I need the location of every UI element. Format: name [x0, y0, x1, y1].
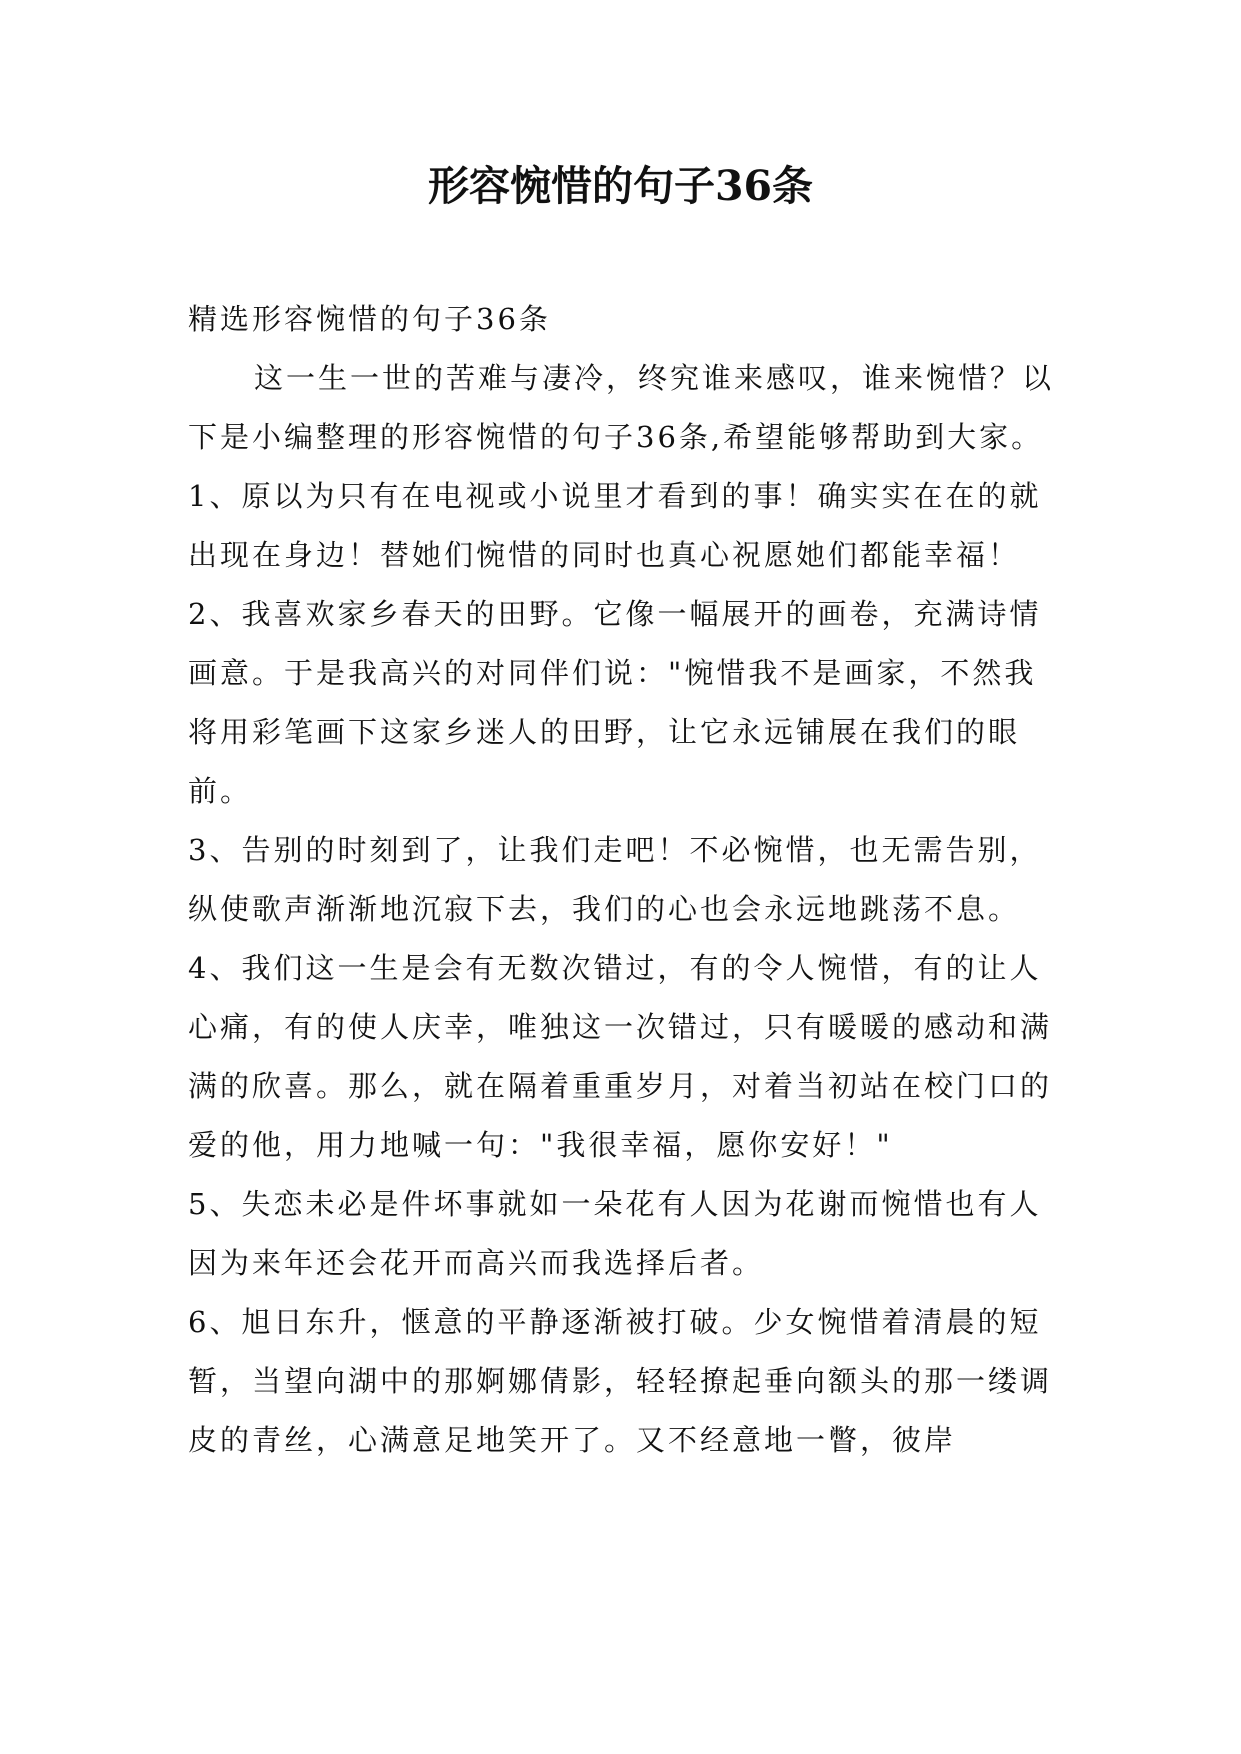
- subtitle-line: 精选形容惋惜的句子36条: [188, 302, 551, 336]
- sentence-item-6: 6、旭日东升，惬意的平静逐渐被打破。少女惋惜着清晨的短暂，当望向湖中的那婀娜倩影，轻轻撩起垂向额头的那一缕调皮的青丝，心满意足地笑开了。又不经意地一瞥，彼岸: [188, 1305, 1053, 1457]
- sentence-item-5: 5、失恋未必是件坏事就如一朵花有人因为花谢而惋惜也有人因为来年还会花开而高兴而我选择后者。: [188, 1187, 1042, 1280]
- sentence-item-2: 2、我喜欢家乡春天的田野。它像一幅展开的画卷，充满诗情画意。于是我高兴的对同伴们说："惋惜我不是画家，不然我将用彩笔画下这家乡迷人的田野，让它永远铺展在我们的眼前。: [188, 597, 1042, 808]
- document-body: [188, 290, 1058, 1470]
- intro-paragraph: 这一生一世的苦难与凄冷，终究谁来感叹，谁来惋惜？以下是小编整理的形容惋惜的句子36条,希望能够帮助到大家。: [188, 361, 1055, 454]
- sentence-item-1: 1、原以为只有在电视或小说里才看到的事！确实实在在的就出现在身边！替她们惋惜的同时也真心祝愿她们都能幸福！: [188, 479, 1042, 572]
- sentence-item-4: 4、我们这一生是会有无数次错过，有的令人惋惜，有的让人心痛，有的使人庆幸，唯独这一次错过，只有暖暖的感动和满满的欣喜。那么，就在隔着重重岁月，对着当初站在校门口的爱的他，用力地喊一句："我很幸福，愿你安好！": [188, 951, 1053, 1162]
- document-title: 形容惋惜的句子36条: [427, 162, 814, 210]
- sentence-item-3: 3、告别的时刻到了，让我们走吧！不必惋惜，也无需告别，纵使歌声渐渐地沉寂下去，我们的心也会永远地跳荡不息。: [188, 833, 1042, 926]
